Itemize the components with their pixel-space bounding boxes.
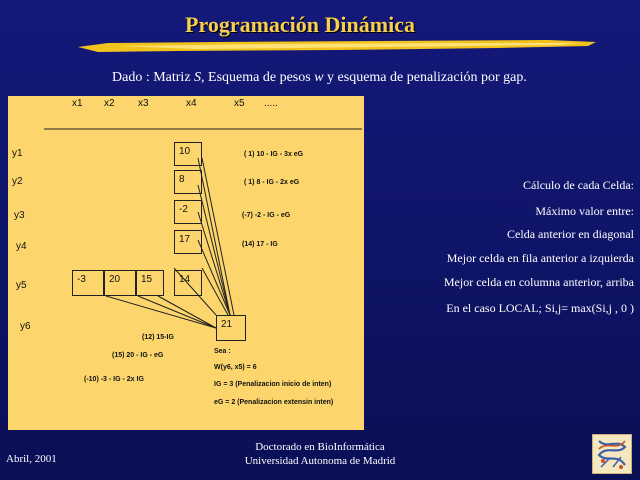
title-underline-stroke [78,38,596,54]
matrix-cell-y1-x4: 10 [174,142,202,166]
matrix-cell-y5-x1: -3 [72,270,104,296]
footer-date: Abril, 2001 [6,453,57,465]
rule-line-4: Mejor celda en fila anterior a izquierda [446,251,634,265]
col-header-ellipsis: ..... [264,98,278,109]
rule-line-3: Celda anterior en diagonal [507,227,634,241]
footer-university: Universidad Autonoma de Madrid [244,455,396,467]
column-formula-4: (14) 17 - IG [242,241,278,248]
col-header-x3: x3 [138,98,149,109]
matrix-cell-y5-x4: 14 [174,270,202,296]
legend-eg: eG = 2 (Penalizacion extensin inten) [214,399,334,406]
column-formula-2: ( 1) 8 - IG - 2x eG [244,179,300,186]
row-header-y2: y2 [12,176,23,187]
row-header-y4: y4 [16,241,27,252]
col-header-x4: x4 [186,98,197,109]
matrix-cell-y5-x2: 20 [104,270,136,296]
rule-line-6: En el caso LOCAL; Si,j= max(Si,j , 0 ) [446,301,634,315]
matrix-cell-y3-x4: -2 [174,200,202,224]
dna-logo-icon [592,434,632,474]
matrix-cell-result: 21 [216,315,246,341]
matrix-cell-y4-x4: 17 [174,230,202,254]
col-header-x5: x5 [234,98,245,109]
row-header-y1: y1 [12,148,23,159]
alignment-matrix-panel [8,96,364,430]
row-header-y5: y5 [16,280,27,291]
row-formula-2: (15) 20 - IG - eG [112,352,164,359]
matrix-cell-y5-x3: 15 [136,270,164,296]
column-formula-1: ( 1) 10 - IG - 3x eG [244,151,304,158]
rule-line-1: Cálculo de cada Celda: [523,178,634,192]
slide-title: Programación Dinámica [185,12,415,37]
row-header-y3: y3 [14,210,25,221]
column-formula-3: (-7) -2 - IG - eG [242,212,291,219]
row-formula-1: (12) 15-IG [142,334,174,341]
footer-program: Doctorado en BioInformática [255,441,385,453]
rule-line-5: Mejor celda en columna anterior, arriba [443,275,634,289]
matrix-cell-y2-x4: 8 [174,170,202,194]
row-header-y6: y6 [20,321,31,332]
problem-statement: Dado : Matriz S, Esquema de pesos w y esquema de penalización por gap. [112,70,527,85]
legend-weight: W(y6, x5) = 6 [214,364,257,371]
legend-ig: IG = 3 (Penalizacion inicio de inten) [214,381,332,388]
rule-line-2: Máximo valor entre: [535,204,634,218]
row-formula-3: (-10) -3 - IG - 2x IG [84,376,144,383]
col-header-x2: x2 [104,98,115,109]
col-header-x1: x1 [72,98,83,109]
legend-sea: Sea : [214,348,231,355]
